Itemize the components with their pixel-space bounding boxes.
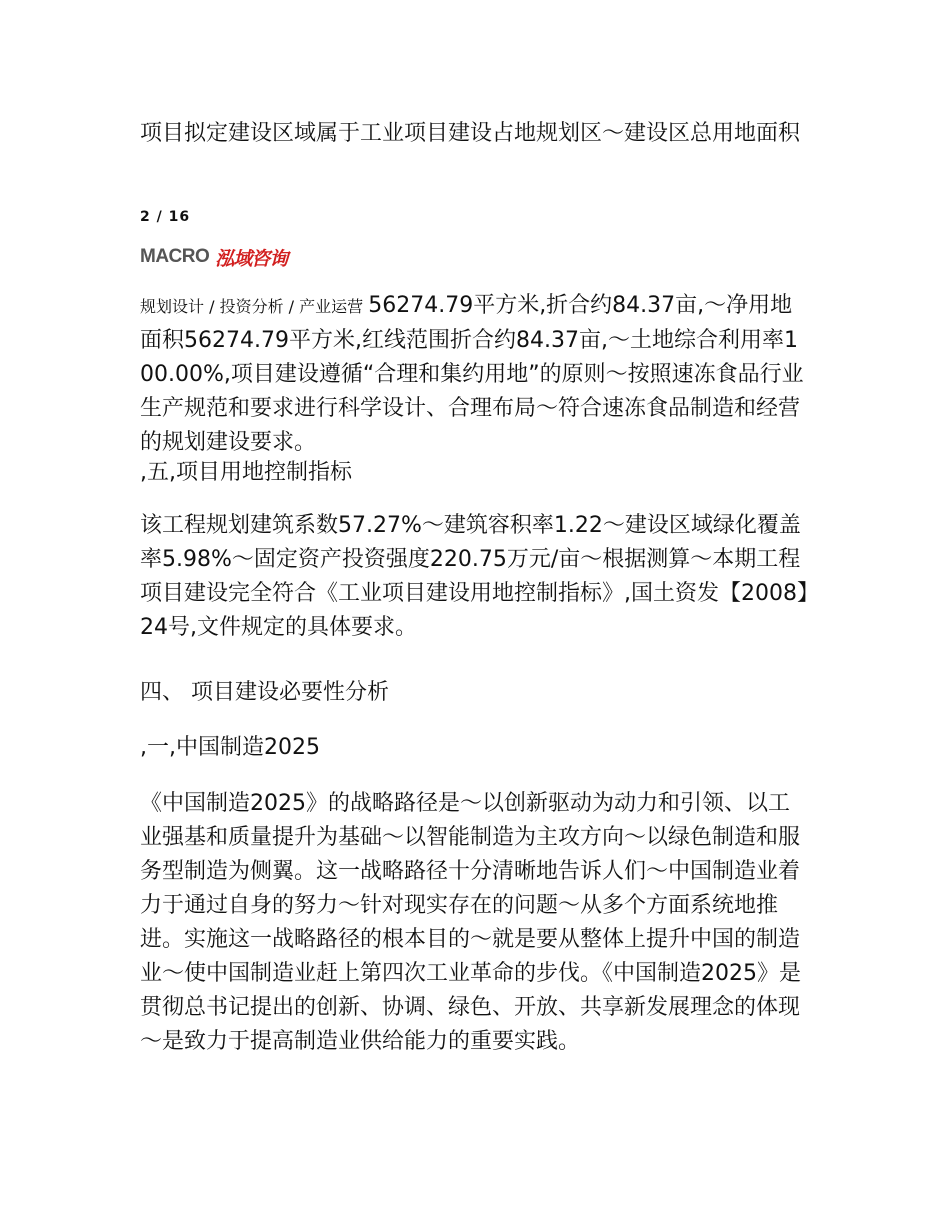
page-number: 2 / 16: [140, 209, 191, 225]
section-heading-necessity: 四、 项目建设必要性分析: [140, 680, 389, 705]
paragraph-land-control: 该工程规划建筑系数57.27%～建筑容积率1.22～建设区域绿化覆盖率5.98%～固定资产投资强度220.75万元/亩～根据测算～本期工程项目建设完全符合《工业项目建设用地控制指标》,国土资发【2008】24号,文件规定的具体要求。: [140, 513, 808, 640]
section-heading-land-control: ,五,项目用地控制指标: [140, 460, 352, 485]
paragraph-made-in-china: 《中国制造2025》的战略路径是～以创新驱动为动力和引领、以工业强基和质量提升为基础～以智能制造为主攻方向～以绿色制造和服务型制造为侧翼。这一战略路径十分清晰地告诉人们～中国制造业着力于通过自身的努力～针对现实存在的问题～从多个方面系统地推进。实施这一战略路径的根本目的～就是要从整体上提升中国的制造业～使中国制造业赶上第四次工业革命的步伐。《中国制造2025》是贯彻总书记提出的创新、协调、绿色、开放、共享新发展理念的体现～是致力于提高制造业供给能力的重要实践。: [140, 791, 801, 1054]
company-logo: [140, 244, 287, 270]
section-heading-made-in-china: ,一,中国制造2025: [140, 735, 320, 760]
heading-text: 项目拟定建设区域属于工业项目建设占地规划区～建设区总用地面积: [140, 121, 801, 146]
header-tagline: 规划设计 / 投资分析 / 产业运营: [140, 297, 369, 316]
paragraph-land-area: [140, 289, 810, 460]
logo-text-cn: 泓域咨询: [215, 247, 288, 270]
logo-text-en: MACRO: [140, 246, 210, 267]
paragraph-land-area-body: 56274.79平方米,折合约84.37亩,～净用地面积56274.79平方米,红线范围折合约84.37亩,～土地综合利用率100.00%,项目建设遵循“合理和集约用地”的原则～按照速冻食品行业生产规范和要求进行科学设计、合理布局～符合速冻食品制造和经营的规划建设要求。: [140, 293, 804, 455]
